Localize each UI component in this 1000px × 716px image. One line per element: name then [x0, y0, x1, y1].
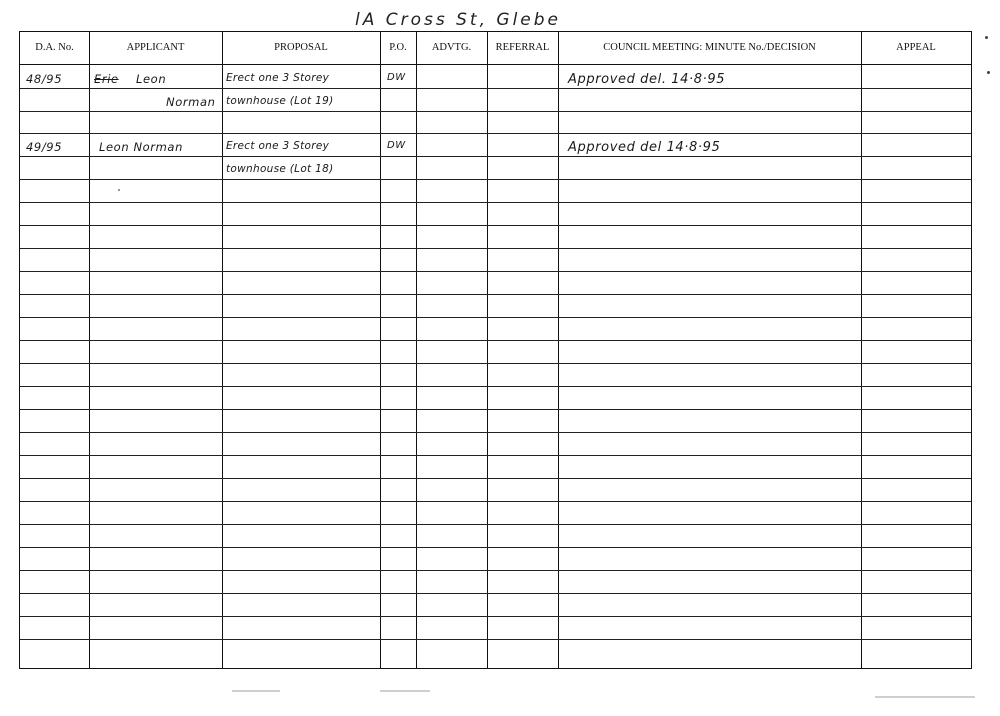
row-rule [20, 432, 971, 433]
row-rule [20, 478, 971, 479]
column-divider [380, 32, 381, 668]
entry-proposal: Erect one 3 Storey [226, 140, 330, 152]
handwritten-address-heading: lA Cross St, Glebe [355, 10, 562, 30]
row-rule [20, 386, 971, 387]
entry-decision: Approved del. 14·8·95 [568, 72, 726, 87]
entry-applicant: Leon Norman [99, 140, 183, 154]
row-rule [20, 133, 971, 134]
header-da-no: D.A. No. [35, 42, 74, 53]
entry-proposal: Erect one 3 Storey [226, 72, 330, 84]
entry-applicant: Leon [136, 72, 167, 86]
row-rule [20, 501, 971, 502]
row-rule [20, 88, 971, 89]
row-rule [20, 156, 971, 157]
stray-ink-mark [118, 189, 120, 191]
margin-mark [987, 71, 990, 74]
column-divider [861, 32, 862, 668]
row-rule [20, 570, 971, 571]
column-divider [416, 32, 417, 668]
row-rule [20, 593, 971, 594]
entry-da-number: 49/95 [26, 140, 63, 154]
margin-mark [985, 36, 988, 39]
row-rule [20, 340, 971, 341]
column-divider [487, 32, 488, 668]
scan-artifact [232, 690, 280, 692]
header-advtg: ADVTG. [431, 42, 472, 53]
row-rule [20, 547, 971, 548]
row-rule [20, 202, 971, 203]
column-divider [89, 32, 90, 668]
header-proposal: PROPOSAL [274, 42, 328, 53]
row-rule [20, 294, 971, 295]
development-application-register-table [19, 31, 972, 669]
row-rule [20, 317, 971, 318]
row-rule [20, 271, 971, 272]
entry-planning-officer: DW [387, 140, 406, 151]
entry-proposal-continued: townhouse (Lot 18) [226, 163, 334, 175]
scan-artifact [380, 690, 430, 692]
row-rule [20, 409, 971, 410]
row-rule [20, 225, 971, 226]
column-divider [222, 32, 223, 668]
row-rule [20, 179, 971, 180]
entry-planning-officer: DW [387, 72, 406, 83]
header-applicant: APPLICANT [126, 42, 185, 53]
row-rule [20, 455, 971, 456]
header-council-decision: COUNCIL MEETING: MINUTE No./DECISION [603, 42, 816, 53]
header-appeal: APPEAL [896, 42, 936, 53]
entry-da-number: 48/95 [26, 72, 63, 86]
row-rule [20, 524, 971, 525]
row-rule [20, 639, 971, 640]
row-rule [20, 363, 971, 364]
entry-applicant-struck: Erie [94, 72, 119, 86]
column-divider [558, 32, 559, 668]
header-referral: REFERRAL [495, 42, 550, 53]
row-rule [20, 616, 971, 617]
header-po: P.O. [389, 42, 407, 53]
entry-proposal-continued: townhouse (Lot 19) [226, 95, 334, 107]
entry-decision: Approved del 14·8·95 [568, 140, 721, 155]
row-rule [20, 111, 971, 112]
scan-artifact [875, 696, 975, 698]
entry-applicant-continued: Norman [166, 95, 216, 109]
row-rule [20, 248, 971, 249]
table-header [20, 32, 971, 65]
